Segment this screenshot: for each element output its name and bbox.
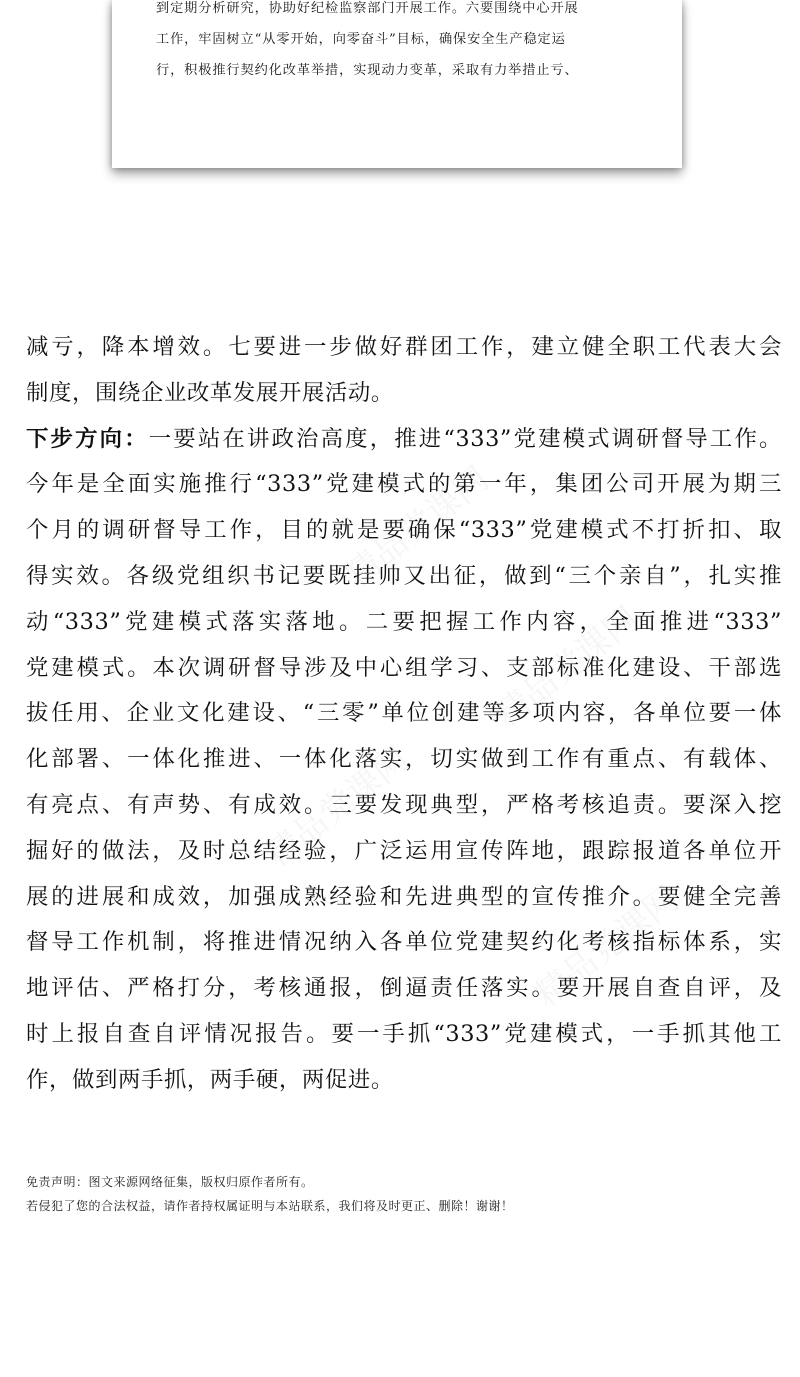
document-page-preview [112,0,682,168]
body-line: 制度，围绕企业改革发展开展活动。 [26,379,394,406]
body-line: 减亏，降本增效。七要进一步做好群团工作，建立健全职工代表大会 [26,334,782,360]
body-line: 动“333”党建模式落实落地。二要把握工作内容，全面推进“333” [26,608,782,635]
body-line-text: 一要站在讲政治高度，推进“333”党建模式调研督导工作。 [148,425,782,452]
card-text-line: 工作，牢固树立“从零开始，向零奋斗”目标，确保安全生产稳定运 [156,32,566,47]
card-text-line: 行，积极推行契约化改革举措，实现动力变革，采取有力举措止亏、 [156,63,579,78]
article-body [26,325,782,1104]
body-line: 个月的调研督导工作，目的就是要确保“333”党建模式不打折扣、取 [26,517,782,544]
body-line: 时上报自查自评情况报告。要一手抓“333”党建模式，一手抓其他工 [26,1020,782,1047]
body-line: 有亮点、有声势、有成效。三要发现典型，严格考核追责。要深入挖 [26,791,782,818]
body-line: 作，做到两手抓，两手硬，两促进。 [26,1066,394,1093]
body-line-with-label [26,417,782,463]
disclaimer [26,1170,786,1218]
section-label: 下步方向： [26,425,149,452]
body-line: 化部署、一体化推进、一体化落实，切实做到工作有重点、有载体、 [26,746,782,773]
disclaimer-line: 若侵犯了您的合法权益，请作者持权属证明与本站联系，我们将及时更正、删除！谢谢！ [26,1199,514,1213]
watermark: 精品党课网 [527,879,687,1016]
watermark: 精品党课网 [257,739,417,876]
body-line: 得实效。各级党组织书记要既挂帅又出征，做到“三个亲自”，扎实推 [26,562,782,589]
body-line: 今年是全面实施推行“333”党建模式的第一年，集团公司开展为期三 [26,471,782,498]
body-line: 督导工作机制，将推进情况纳入各单位党建契约化考核指标体系，实 [26,929,782,956]
watermark: 精品党课网 [487,599,647,736]
disclaimer-line: 免责声明：图文来源网络征集，版权归原作者所有。 [26,1175,314,1189]
card-text-line: 到定期分析研究，协助好纪检监察部门开展工作。六要围绕中心开展 [156,1,579,16]
watermark: 精品党课网 [337,459,497,596]
body-line: 党建模式。本次调研督导涉及中心组学习、支部标准化建设、干部选 [26,654,782,681]
body-line: 掘好的做法，及时总结经验，广泛运用宣传阵地，跟踪报道各单位开 [26,837,782,864]
body-line: 展的进展和成效，加强成熟经验和先进典型的宣传推介。要健全完善 [26,883,782,910]
body-line: 拔任用、企业文化建设、“三零”单位创建等多项内容，各单位要一体 [26,700,782,727]
body-line: 地评估、严格打分，考核通报，倒逼责任落实。要开展自查自评，及 [26,975,782,1002]
